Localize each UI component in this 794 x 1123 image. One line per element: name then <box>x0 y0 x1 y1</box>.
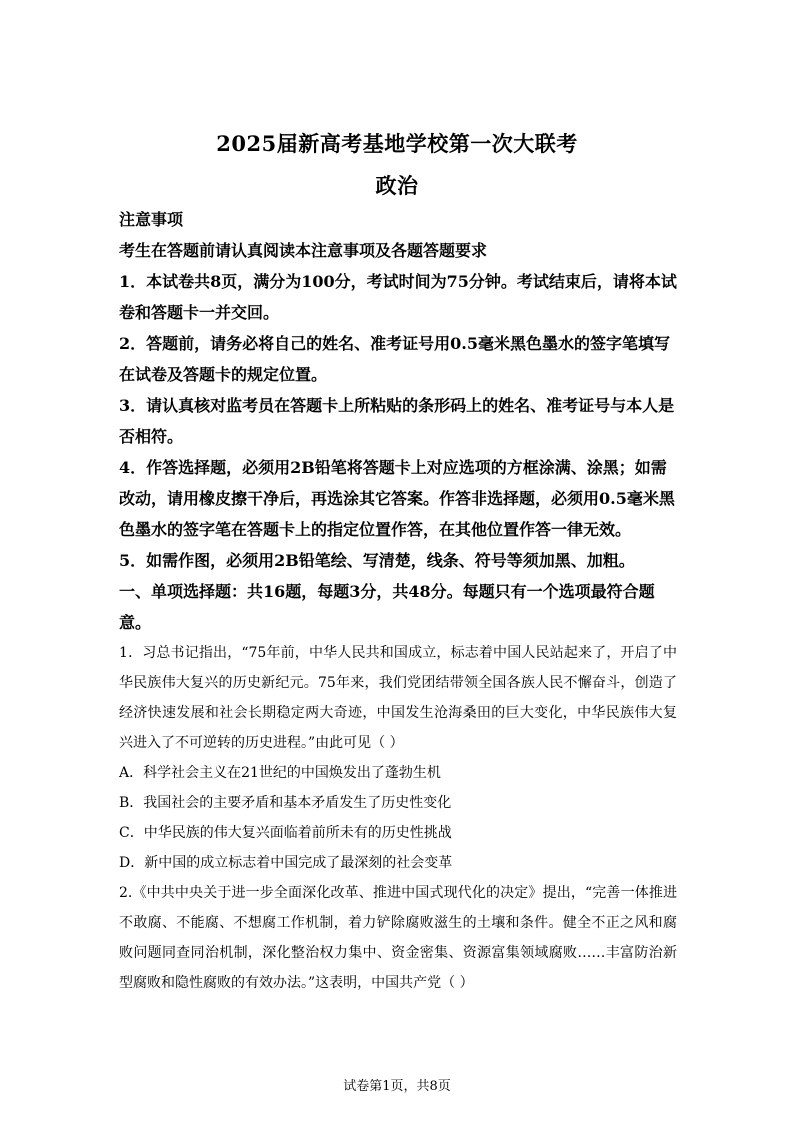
option-c: C．中华民族的伟大复兴面临着前所未有的历史性挑战 <box>119 825 452 841</box>
section-heading: 一、单项选择题：共16题，每题3分，共48分。每题只有一个选项最符合题意。 <box>119 582 655 632</box>
notice-item: 3．请认真核对监考员在答题卡上所粘贴的条形码上的姓名、准考证号与本人是否相符。 <box>119 396 675 446</box>
notice-heading: 注意事项 <box>119 210 184 229</box>
notice-item: 5．如需作图，必须用2B铅笔绘、写清楚，线条、符号等须加黑、加粗。 <box>119 551 635 570</box>
notice-section <box>119 204 679 638</box>
exam-subject: 政治 <box>375 173 419 198</box>
question-list <box>119 638 677 998</box>
notice-intro: 考生在答题前请认真阅读本注意事项及各题答题要求 <box>119 241 488 260</box>
notice-item: 2．答题前，请务必将自己的姓名、准考证号用0.5毫米黑色墨水的签字笔填写在试卷及答题卡的规定位置。 <box>119 334 670 384</box>
page-footer: 试卷第1页，共8页 <box>343 1079 451 1094</box>
question-stem-2: 2.《中共中央关于进一步全面深化改革、推进中国式现代化的决定》提出，“完善一体推进不敢腐、不能腐、不想腐工作机制，着力铲除腐败滋生的土壤和条件。健全不正之风和腐败问题同查同治机制，深化整治权力集中、资金密集、资源富集领域腐败……丰富防治新型腐败和隐性腐败的有效办法。”这表明，中国共产党（ ） <box>119 885 677 991</box>
notice-item: 1．本试卷共8页，满分为100分，考试时间为75分钟。考试结束后，请将本试卷和答题卡一并交回。 <box>119 272 677 322</box>
option-d: D．新中国的成立标志着中国完成了最深刻的社会变革 <box>119 855 453 871</box>
notice-item: 4．作答选择题，必须用2B铅笔将答题卡上对应选项的方框涂满、涂黑；如需改动，请用橡皮擦干净后，再选涂其它答案。作答非选择题，必须用0.5毫米黑色墨水的签字笔在答题卡上的指定位置作答，在其他位置作答一律无效。 <box>119 458 675 539</box>
exam-title: 2025届新高考基地学校第一次大联考 <box>216 131 578 156</box>
option-a: A．科学社会主义在21世纪的中国焕发出了蓬勃生机 <box>119 765 441 781</box>
option-b: B．我国社会的主要矛盾和基本矛盾发生了历史性变化 <box>119 795 452 811</box>
question-stem-1: 1．习总书记指出，“75年前，中华人民共和国成立，标志着中国人民站起来了，开启了中华民族伟大复兴的历史新纪元。75年来，我们党团结带领全国各族人民不懈奋斗，创造了经济快速发展和社会长期稳定两大奇迹，中国发生沧海桑田的巨大变化，中华民族伟大复兴进入了不可逆转的历史进程。”由此可见（ ） <box>119 645 677 751</box>
